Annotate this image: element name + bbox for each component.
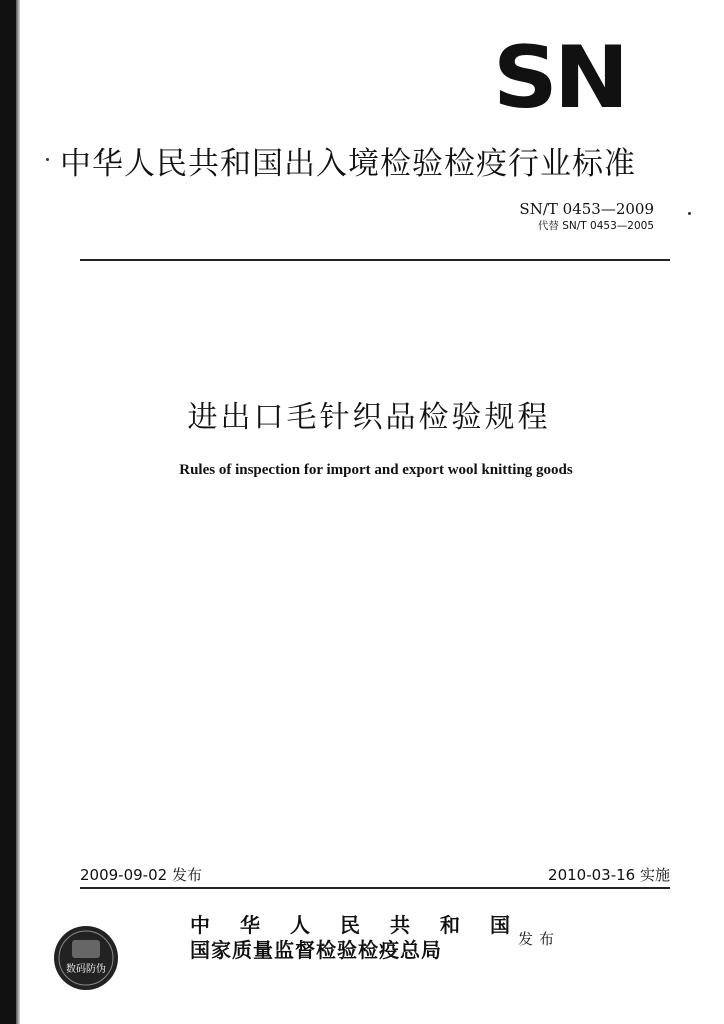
stamp-label: 数码防伪 [66, 964, 106, 975]
scan-edge-shadow [16, 0, 20, 1024]
english-title: Rules of inspection for import and export wool knitting goods [179, 462, 573, 478]
org-title: 中华人民共和国出入境检验检疫行业标准 [60, 146, 636, 182]
header-divider [80, 259, 670, 261]
anti-counterfeit-stamp [52, 924, 120, 992]
sn-logo: SN [484, 40, 633, 116]
standard-number: SN/T 0453—2009 [519, 200, 654, 218]
publisher [190, 913, 540, 963]
issue-date: 2009-09-02 发布 [80, 866, 202, 884]
publish-label: 发布 [518, 930, 561, 948]
scan-edge [0, 0, 16, 1024]
stamp-emblem [72, 940, 100, 958]
publisher-agency: 国家质量监督检验检疫总局 [190, 938, 442, 962]
replaces-standard: 代替 SN/T 0453—2005 [537, 220, 654, 232]
footer-divider [80, 887, 670, 889]
scan-speck [688, 212, 691, 215]
chinese-title: 进出口毛针织品检验规程 [187, 400, 551, 435]
publisher-country: 中华人民共和国 [190, 913, 540, 937]
implementation-date: 2010-03-16 实施 [548, 866, 670, 884]
scan-speck [46, 158, 49, 161]
